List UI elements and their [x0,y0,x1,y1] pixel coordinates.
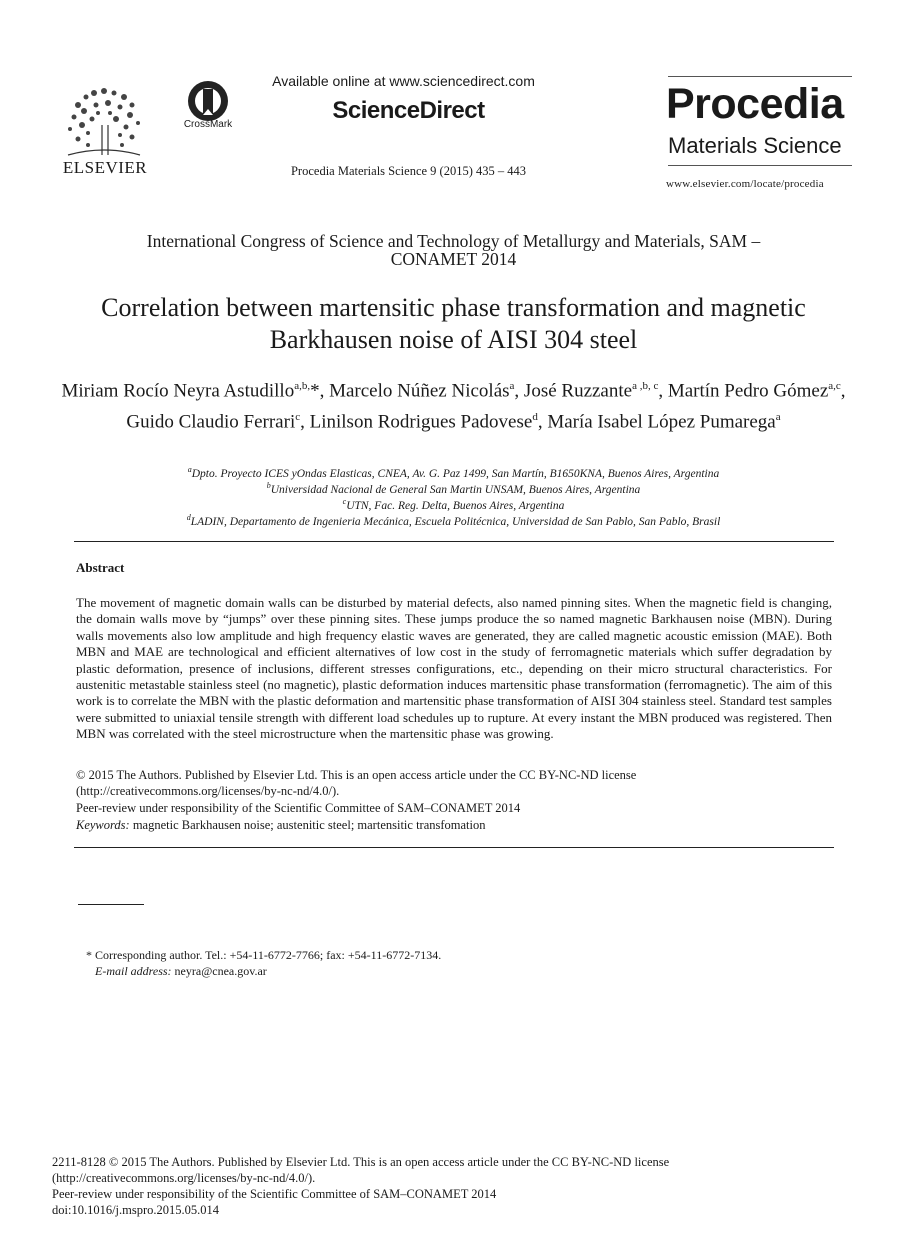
author-name: Martín Pedro Gómez [667,380,829,402]
author-name: Miriam Rocío Neyra Astudillo [61,380,295,402]
author-list: Miriam Rocío Neyra Astudillo$^{a,b,}$*, Marcelo Núñez Nicolás$^a$, José Ruzzante$^{a ,b, c}$, Martín Pedro Gómez$^{a,c}$, Guido Claudio Ferrari$^c$, Linilson Rodrigues Padovese$^d$, María Isabel López Pumarega$^a$ [61,380,846,433]
peer-review: Peer-review under responsibility of the Scientific Committee of SAM–CONAMET 2014 [76,801,521,815]
footer [52,1154,852,1218]
email-note: E-mail address: neyra@cnea.gov.ar [95,964,267,978]
author-name: María Isabel López Pumarega [547,411,776,433]
author-affil-sup: d [532,411,538,424]
email-link[interactable]: neyra@cnea.gov.ar [174,964,267,978]
affiliation-d: $^d$LADIN, Departamento de Ingenieria Mecánica, Escuela Politécnica, Universidad de San Pablo, San Pablo, Brasil [186,513,721,528]
congress-name [90,232,817,268]
affiliation-c: $^c$UTN, Fac. Reg. Delta, Buenos Aires, Argentina [342,497,565,512]
footer-doi[interactable]: doi:10.1016/j.mspro.2015.05.014 [52,1203,220,1217]
affiliation-a: $^a$Dpto. Proyecto ICES yOndas Elasticas, CNEA, Av. G. Paz 1499, San Martín, B1650KNA, Buenos Aires, Argentina [187,465,720,480]
author-affil-sup: a,b, [294,380,311,392]
procedia-logo: Procedia [666,80,844,128]
author-name: Linilson Rodrigues Padovese [309,411,533,433]
footer-issn: 2211-8128 © 2015 The Authors. Published by Elsevier Ltd. This is an open access article under the CC BY-NC-ND license [52,1155,670,1169]
corresponding-author-note: * Corresponding author. Tel.: +54-11-6772-7766; fax: +54-11-6772-7134. [86,948,442,962]
corresponding-mark: * [310,380,320,402]
author-affil-sup: a ,b, c [632,380,659,392]
paper-title [60,292,847,356]
author-name: Guido Claudio Ferrari [126,411,296,433]
crossmark-label: CrossMark [183,119,233,130]
author-name: Marcelo Núñez Nicolás [329,380,510,402]
author-name: José Ruzzante [523,380,633,402]
procedia-divider-top [668,76,852,77]
author-affil-sup: a [775,411,781,424]
procedia-url[interactable]: www.elsevier.com/locate/procedia [666,178,824,190]
available-online[interactable]: Available online at www.sciencedirect.com [272,73,535,89]
congress-line-2: CONAMET 2014 [390,249,517,269]
author-affil-sup: c [295,411,301,424]
footer-license-link[interactable]: (http://creativecommons.org/licenses/by-nc-nd/4.0/). [52,1171,316,1185]
sciencedirect-logo: ScienceDirect [332,97,485,124]
author-affil-sup: a [509,380,515,392]
title-line-1: Correlation between martensitic phase transformation and magnetic [101,293,806,322]
abstract-top-rule [74,541,834,542]
journal-reference: Procedia Materials Science 9 (2015) 435 – 443 [290,164,526,178]
title-line-2: Barkhausen noise of AISI 304 steel [269,325,638,354]
author-affil-sup: a,c [828,380,841,392]
congress-line-1: International Congress of Science and Technology of Metallurgy and Materials, SAM – [146,231,761,251]
abstract-heading: Abstract [76,560,125,575]
publisher-name: ELSEVIER [62,158,148,177]
footnote-rule [78,904,144,905]
keywords: Keywords: magnetic Barkhausen noise; austenitic steel; martensitic transfomation [76,818,486,832]
procedia-divider-bottom [668,165,852,166]
license-link[interactable]: (http://creativecommons.org/licenses/by-nc-nd/4.0/). [76,784,340,798]
affiliation-b: $^b$Universidad Nacional de General San Martin UNSAM, Buenos Aires, Argentina [266,481,641,496]
footer-peer-review: Peer-review under responsibility of the Scientific Committee of SAM–CONAMET 2014 [52,1187,497,1201]
abstract-text: The movement of magnetic domain walls can be disturbed by material defects, also named pinning sites. When the magnetic field is changing, the domain walls move by “jumps” over these pinning sites. These jumps produce the so named magnetic Barkhausen noise (MBN). During walls movements also low amplitude and high frequency elastic waves are generated, they are called magnetic acoustic emission (MAE). Both MBN and MAE are technological and efficient alternatives of low cost in the study of ferromagnetic materials which suffer degradation by plastic deformation, presence of inclusions, different stresses configurations, etc., depending on their micro structural characteristics. For austenitic metastable stainless steel (no magnetic), plastic deformation induces martensitic phase transformation (ferromagnetic). The aim of this work is to correlate the MBN with the plastic deformation and martensitic phase transformation of AISI 304 stainless steel. Standard test samples were submitted to uniaxial tensile strength with different load schedules up to rupture. At every instant the MBN produced was registered. Then MBN was correlated with the steel microstructure when the martensitic phase was growing. [76,595,832,742]
procedia-subtitle: Materials Science [668,133,842,158]
copyright-notice: © 2015 The Authors. Published by Elsevier Ltd. This is an open access article under the CC BY-NC-ND license (http://creativecommons.org/licenses/by-nc-nd/4.0/). [76,767,832,799]
abstract-bottom-rule [74,847,834,848]
